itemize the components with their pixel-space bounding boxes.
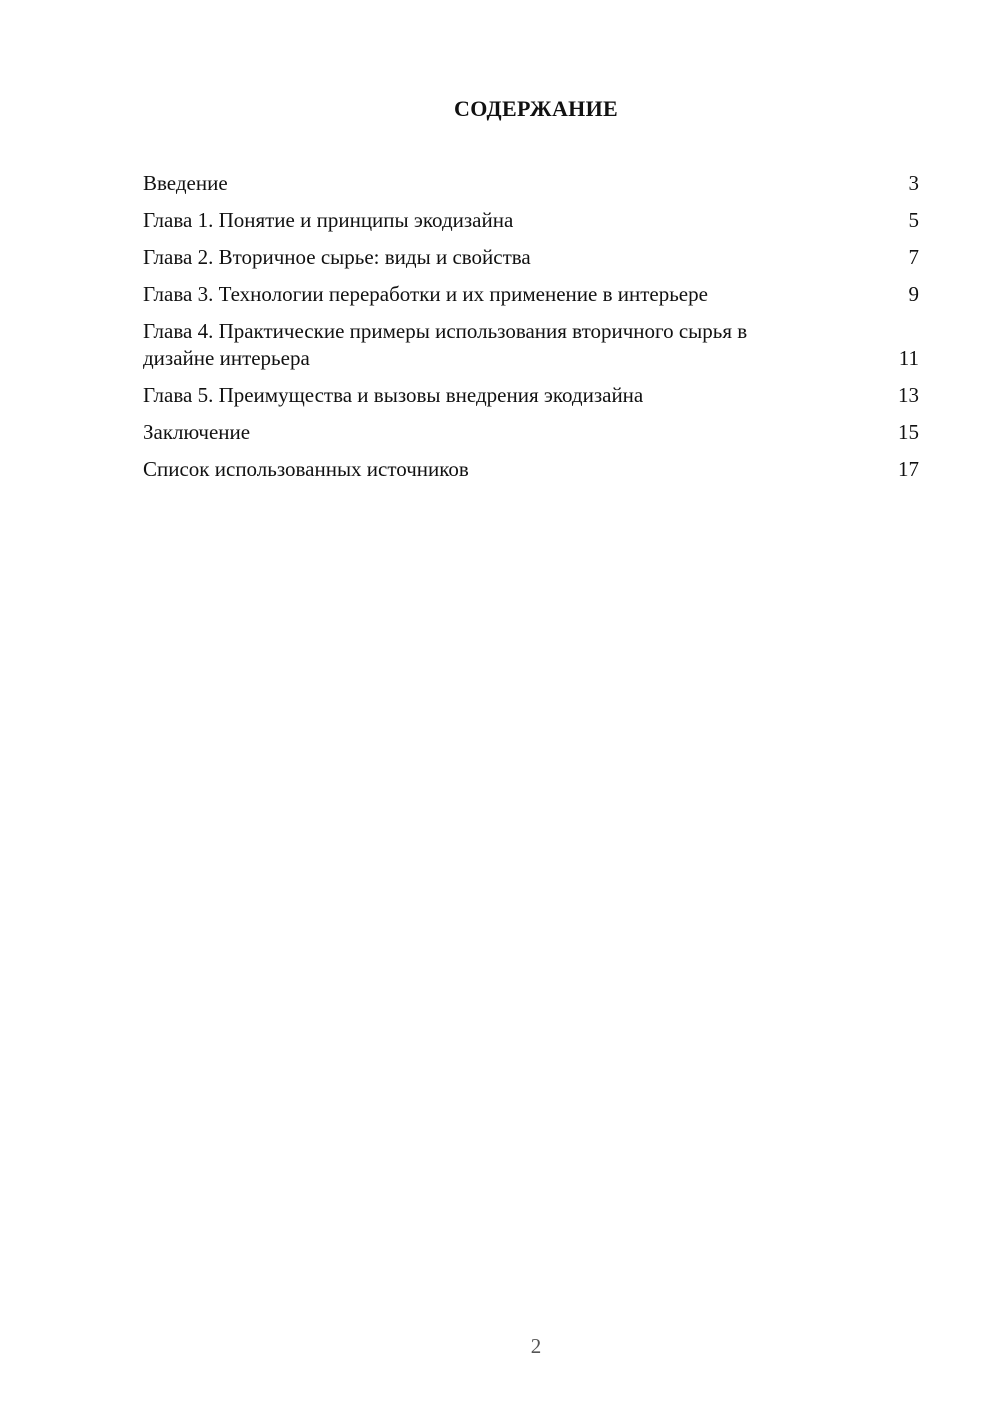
toc-entry-label: Глава 3. Технологии переработки и их применение в интерьере [143, 282, 708, 306]
toc-entry-label: Введение [143, 171, 228, 195]
toc-entry-page: 13 [898, 383, 919, 407]
toc-entry-label: Список использованных источников [143, 457, 469, 481]
toc-entry-label: Глава 5. Преимущества и вызовы внедрения экодизайна [143, 383, 644, 407]
toc-entry-page: 17 [898, 457, 919, 481]
toc-entry-chapter-2 [143, 244, 919, 271]
page-title: СОДЕРЖАНИЕ [454, 96, 618, 121]
toc-entry-label: Глава 4. Практические примеры использования вторичного сырья в дизайне интерьера [143, 319, 748, 370]
toc-entry-chapter-5 [143, 382, 919, 409]
toc-entry-page: 7 [908, 245, 919, 269]
toc-entry-page: 5 [908, 208, 919, 232]
toc-entry-conclusion [143, 419, 919, 446]
toc-entry-chapter-4 [143, 318, 919, 372]
toc-entry-chapter-3 [143, 281, 919, 308]
toc-entry-chapter-1 [143, 207, 919, 234]
toc-entry-label: Глава 2. Вторичное сырье: виды и свойства [143, 245, 531, 269]
toc-entry-references [143, 456, 919, 483]
toc-entry-page: 3 [908, 171, 919, 195]
toc-entry-label: Глава 1. Понятие и принципы экодизайна [143, 208, 514, 232]
table-of-contents [143, 170, 919, 493]
toc-entry-page: 15 [898, 420, 919, 444]
toc-entry-introduction [143, 170, 919, 197]
page-number: 2 [530, 1334, 542, 1358]
toc-entry-label: Заключение [143, 420, 251, 444]
toc-entry-page: 11 [898, 346, 919, 370]
toc-entry-page: 9 [908, 282, 919, 306]
